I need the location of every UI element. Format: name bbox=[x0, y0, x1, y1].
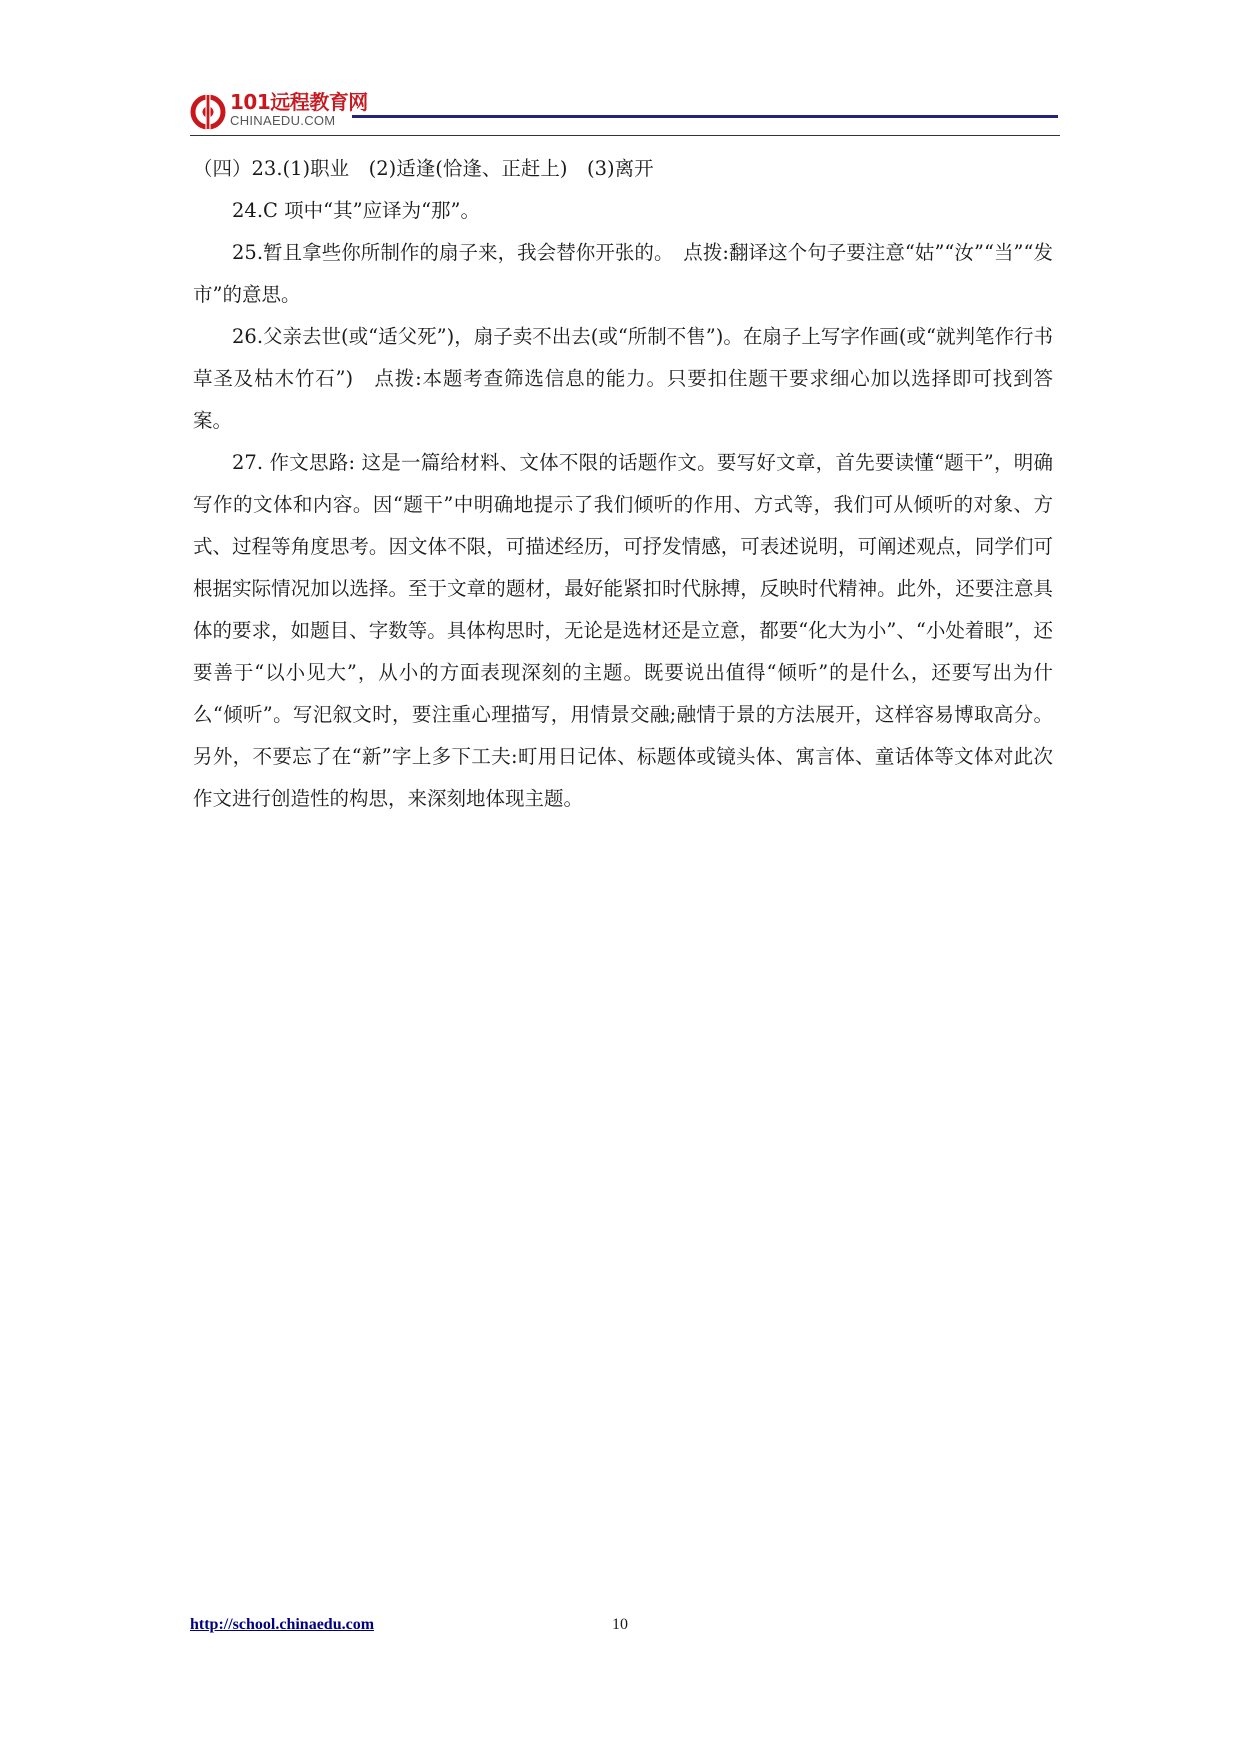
answer-paragraph-26: 26.父亲去世(或“适父死”)，扇子卖不出去(或“所制不售”)。在扇子上写字作画(或“就判笔作行书草圣及枯木竹石”) 点拨:本题考查筛选信息的能力。只要扣住题干要求细心加以选择即可找到答案。 bbox=[193, 325, 1053, 432]
logo-english-text: CHINAEDU.COM bbox=[230, 113, 336, 128]
answer-paragraph-27: 27. 作文思路: 这是一篇给材料、文体不限的话题作文。要写好文章，首先要读懂“题干”，明确写作的文体和内容。因“题干”中明确地提示了我们倾听的作用、方式等，我们可从倾听的对象、方式、过程等角度思考。因文体不限，可描述经历，可抒发情感，可表述说明，可阐述观点，同学们可根据实际情况加以选择。至于文章的题材，最好能紧扣时代脉搏，反映时代精神。此外，还要注意具体的要求，如题目、字数等。具体构思时，无论是选材还是立意，都要“化大为小”、“小处着眼”，还要善于“以小见大”，从小的方面表现深刻的主题。既要说出值得“倾听”的是什么，还要写出为什么“倾听”。写汜叙文时，要注重心理描写，用情景交融;融情于景的方法展开，这样容易博取高分。另外，不要忘了在“新”字上多下工夫:町用日记体、标题体或镜头体、寓言体、童话体等文体对此次作文进行创造性的构思，来深刻地体现主题。 bbox=[193, 451, 1053, 810]
page-header bbox=[190, 88, 1060, 138]
chinaedu-logo-icon bbox=[190, 94, 226, 130]
footer-website-link[interactable]: http://school.chinaedu.com bbox=[190, 1616, 375, 1633]
logo-chinese-text: 101远程教育网 bbox=[230, 90, 368, 114]
answer-paragraph-25: 25.暂且拿些你所制作的扇子来，我会替你开张的。 点拨:翻译这个句子要注意“姑”“汝”“当”“发市”的意思。 bbox=[193, 241, 1053, 306]
logo-wordmark bbox=[230, 92, 368, 127]
page-number: 10 bbox=[612, 1616, 628, 1633]
header-divider-blue bbox=[352, 115, 1058, 118]
answer-content bbox=[193, 148, 1053, 820]
answer-paragraph-24: 24.C 项中“其”应译为“那”。 bbox=[232, 199, 481, 222]
header-divider-line bbox=[190, 135, 1060, 136]
answer-paragraph-23: （四）23.(1)职业 (2)适逢(恰逢、正赶上) (3)离开 bbox=[193, 157, 654, 180]
